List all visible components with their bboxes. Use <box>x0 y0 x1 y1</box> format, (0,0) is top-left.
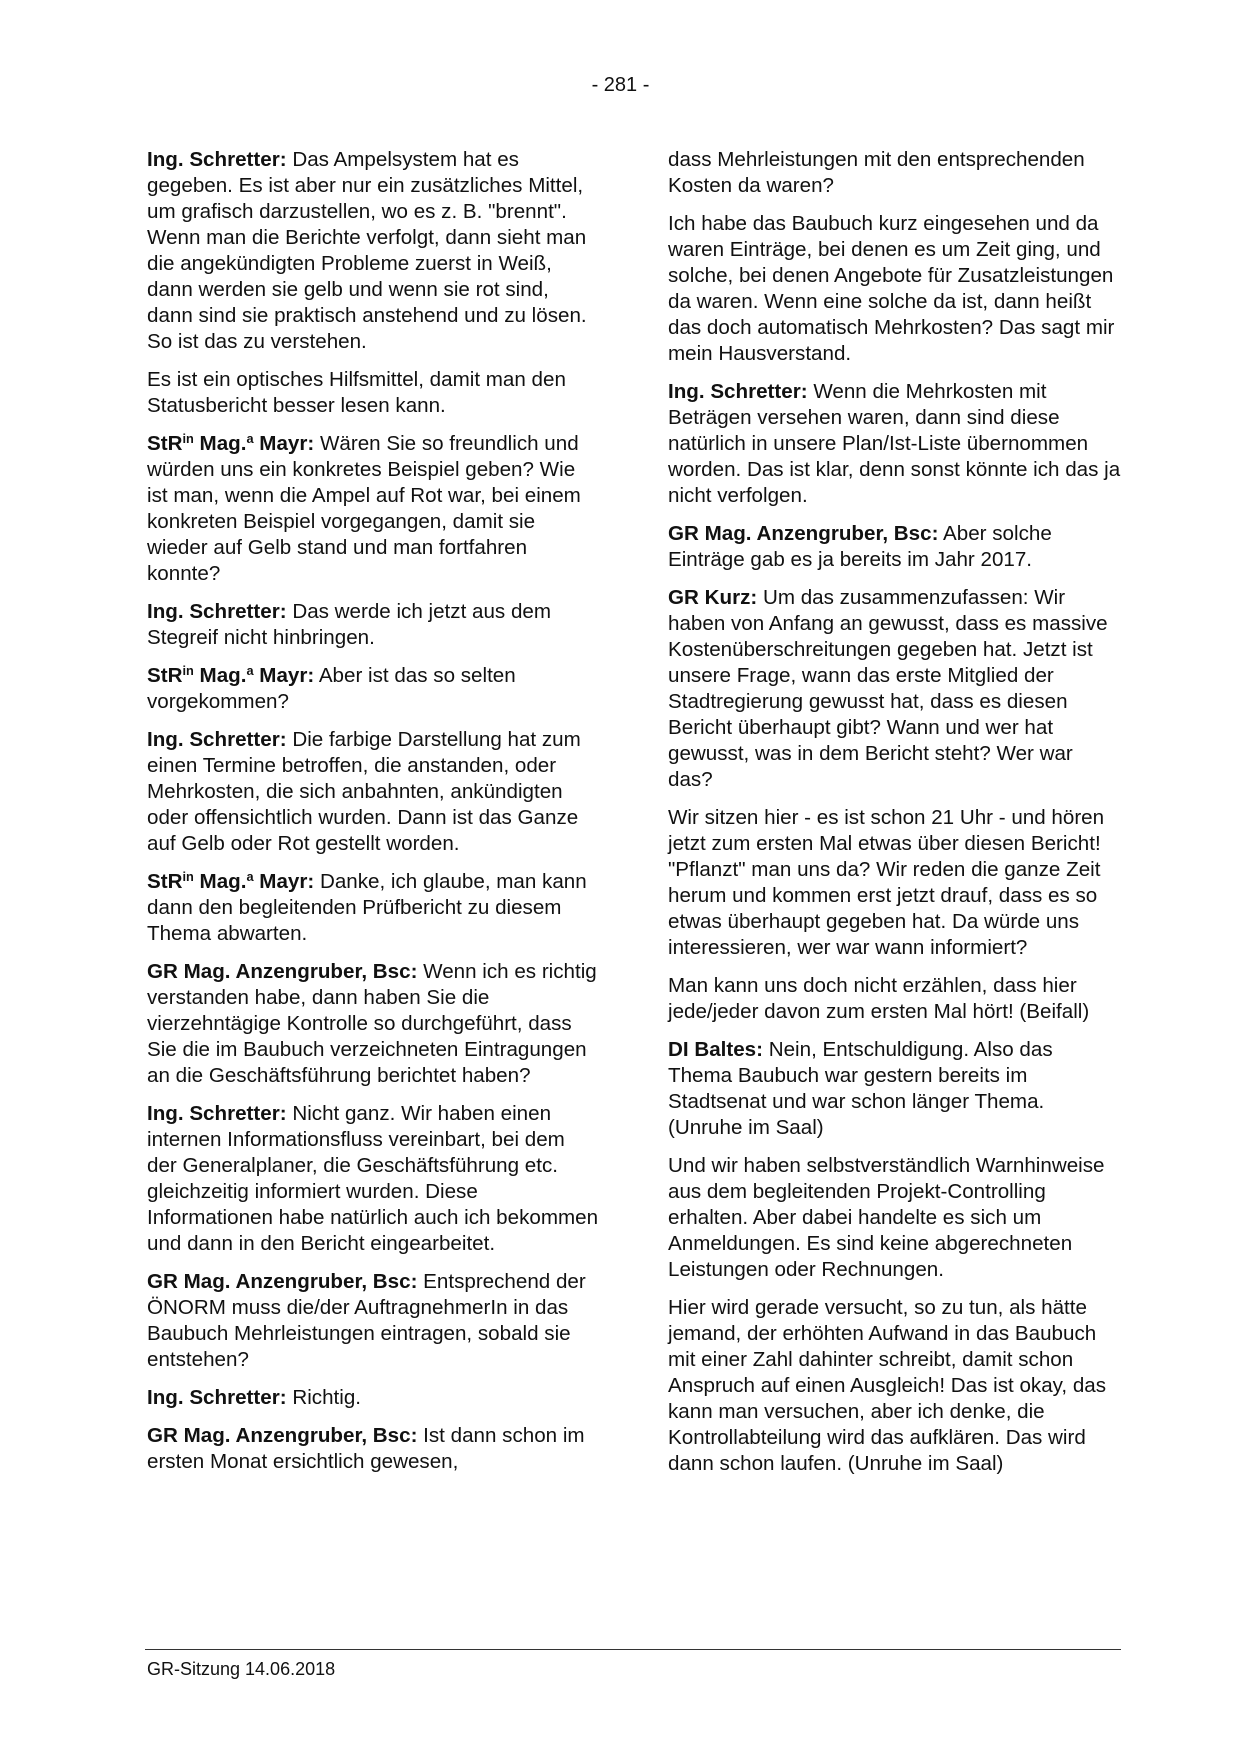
speaker-title: StR <box>147 664 183 687</box>
speaker-title: Mag. <box>193 432 247 455</box>
speaker-surname: Mayr: <box>253 432 315 455</box>
paragraph <box>668 585 1121 793</box>
paragraph-text: Es ist ein optisches Hilfsmittel, damit man den Statusbericht besser lesen kann. <box>147 368 566 417</box>
speaker-superscript: a <box>246 662 254 678</box>
footer-session-date: GR-Sitzung 14.06.2018 <box>147 1659 336 1679</box>
paragraph <box>147 1101 600 1257</box>
paragraph <box>147 431 600 587</box>
paragraph-text: Die farbige Darstellung hat zum einen Termine betroffen, die anstanden, oder Mehrkosten, die sich anbahnten, ankündigten oder offensichtlich wurden. Dann ist das Ganze auf Gelb oder Rot gestellt worden. <box>147 728 581 855</box>
paragraph <box>147 727 600 857</box>
paragraph-text: Ist dann schon im ersten Monat ersichtlich gewesen, <box>147 1424 585 1473</box>
paragraph-text: Wären Sie so freundlich und würden uns ein konkretes Beispiel geben? Wie ist man, wenn die Ampel auf Rot war, bei einem konkreten Beispiel vorgegangen, damit sie wieder auf Gelb stand und man fortfahren konnte? <box>147 432 581 585</box>
paragraph-text: Wenn ich es richtig verstanden habe, dann haben Sie die vierzehntägige Kontrolle so durchgeführt, dass Sie die im Baubuch verzeichneten Eintragungen an die Geschäftsführung berichtet haben? <box>147 960 597 1087</box>
paragraph-text: Das werde ich jetzt aus dem Stegreif nicht hinbringen. <box>147 600 552 649</box>
speaker-name: Ing. Schretter: <box>147 600 287 623</box>
paragraph <box>668 973 1121 1025</box>
paragraph <box>147 1385 600 1411</box>
speaker-name: Ing. Schretter: <box>147 148 287 171</box>
speaker-title: StR <box>147 432 183 455</box>
paragraph-text: Nicht ganz. Wir haben einen internen Informationsfluss vereinbart, bei dem der Generalplaner, die Geschäftsführung etc. gleichzeitig informiert wurden. Diese Informationen habe natürlich auch ich bekommen und dann in den Bericht eingearbeitet. <box>147 1102 599 1255</box>
speaker-name: DI Baltes: <box>668 1038 763 1061</box>
paragraph-text: Und wir haben selbstverständlich Warnhinweise aus dem begleitenden Projekt-Controlling erhalten. Aber dabei handelte es sich um Anmeldungen. Es sind keine abgerechneten Leistungen oder Rechnungen. <box>668 1154 1105 1281</box>
paragraph-text: Aber solche Einträge gab es ja bereits im Jahr 2017. <box>668 522 1052 571</box>
speaker-name: GR Kurz: <box>668 586 758 609</box>
speaker-surname: Mayr: <box>253 664 315 687</box>
paragraph <box>147 1269 600 1373</box>
paragraph <box>147 959 600 1089</box>
paragraph-text: Entsprechend der ÖNORM muss die/der AuftragnehmerIn in das Baubuch Mehrleistungen eintragen, sobald sie entstehen? <box>147 1270 586 1371</box>
paragraph <box>147 367 600 419</box>
paragraph <box>668 1037 1121 1141</box>
speaker-name: Ing. Schretter: <box>147 1386 287 1409</box>
speaker-superscript: in <box>182 868 194 884</box>
paragraph <box>147 869 600 947</box>
paragraph <box>668 147 1121 199</box>
paragraph <box>668 521 1121 573</box>
paragraph <box>147 147 600 355</box>
paragraph-text: Um das zusammenzufassen: Wir haben von Anfang an gewusst, dass es massive Kostenüberschreitungen gegeben hat. Jetzt ist unsere Frage, wann das erste Mitglied der Stadtregierung gewusst hat, dass es diesen Bericht überhaupt gibt? Wann und wer hat gewusst, was in dem Bericht steht? Wer war das? <box>668 586 1108 791</box>
right-column <box>668 147 1121 1489</box>
paragraph-text: Wir sitzen hier - es ist schon 21 Uhr - und hören jetzt zum ersten Mal etwas über diesen Bericht! "Pflanzt" man uns da? Wir reden die ganze Zeit herum und kommen erst jetzt drauf, dass es so etwas überhaupt gegeben hat. Da würde uns interessieren, wer war wann informiert? <box>668 806 1105 959</box>
footer-divider <box>145 1649 1121 1650</box>
paragraph-text: Man kann uns doch nicht erzählen, dass hier jede/jeder davon zum ersten Mal hört! (Beifall) <box>668 974 1090 1023</box>
left-column <box>147 147 600 1487</box>
speaker-name: GR Mag. Anzengruber, Bsc: <box>668 522 939 545</box>
speaker-name: Ing. Schretter: <box>147 1102 287 1125</box>
speaker-name: GR Mag. Anzengruber, Bsc: <box>147 1424 418 1447</box>
paragraph <box>147 599 600 651</box>
paragraph-text: Hier wird gerade versucht, so zu tun, als hätte jemand, der erhöhten Aufwand in das Baubuch mit einer Zahl dahinter schreibt, damit schon Anspruch auf einen Ausgleich! Das ist okay, das kann man versuchen, aber ich denke, die Kontrollabteilung wird das aufklären. Das wird dann schon laufen. (Unruhe im Saal) <box>668 1296 1107 1475</box>
paragraph <box>668 1153 1121 1283</box>
paragraph-text: Danke, ich glaube, man kann dann den begleitenden Prüfbericht zu diesem Thema abwarten. <box>147 870 587 945</box>
paragraph-text: Aber ist das so selten vorgekommen? <box>147 664 516 713</box>
speaker-superscript: a <box>246 430 254 446</box>
paragraph <box>668 805 1121 961</box>
speaker-title: Mag. <box>193 664 247 687</box>
speaker-name <box>147 432 314 455</box>
speaker-superscript: in <box>182 430 194 446</box>
paragraph-text: Wenn die Mehrkosten mit Beträgen versehen waren, dann sind diese natürlich in unsere Plan/Ist-Liste übernommen worden. Das ist klar, denn sonst könnte ich das ja nicht verfolgen. <box>668 380 1121 507</box>
paragraph-text: Ich habe das Baubuch kurz eingesehen und da waren Einträge, bei denen es um Zeit ging, und solche, bei denen Angebote für Zusatzleistungen da waren. Wenn eine solche da ist, dann heißt das doch automatisch Mehrkosten? Das sagt mir mein Hausverstand. <box>668 212 1115 365</box>
paragraph-text: dass Mehrleistungen mit den entsprechenden Kosten da waren? <box>668 148 1085 197</box>
speaker-name: GR Mag. Anzengruber, Bsc: <box>147 1270 418 1293</box>
speaker-title: StR <box>147 870 183 893</box>
speaker-name <box>147 870 314 893</box>
speaker-name <box>147 664 314 687</box>
speaker-name: Ing. Schretter: <box>668 380 808 403</box>
paragraph <box>147 663 600 715</box>
paragraph-text: Nein, Entschuldigung. Also das Thema Baubuch war gestern bereits im Stadtsenat und war schon länger Thema. (Unruhe im Saal) <box>668 1038 1053 1139</box>
paragraph <box>668 1295 1121 1477</box>
speaker-superscript: in <box>182 662 194 678</box>
speaker-surname: Mayr: <box>253 870 315 893</box>
paragraph <box>668 211 1121 367</box>
speaker-title: Mag. <box>193 870 247 893</box>
speaker-superscript: a <box>246 868 254 884</box>
paragraph <box>668 379 1121 509</box>
paragraph-text: Das Ampelsystem hat es gegeben. Es ist aber nur ein zusätzliches Mittel, um grafisch darzustellen, wo es z. B. "brennt". Wenn man die Berichte verfolgt, dann sieht man die angekündigten Probleme zuerst in Weiß, dann werden sie gelb und wenn sie rot sind, dann sind sie praktisch anstehend und zu lösen. So ist das zu verstehen. <box>147 148 587 353</box>
speaker-name: Ing. Schretter: <box>147 728 287 751</box>
paragraph <box>147 1423 600 1475</box>
speaker-name: GR Mag. Anzengruber, Bsc: <box>147 960 418 983</box>
paragraph-text: Richtig. <box>286 1386 362 1409</box>
page-number: - 281 - <box>591 74 650 96</box>
